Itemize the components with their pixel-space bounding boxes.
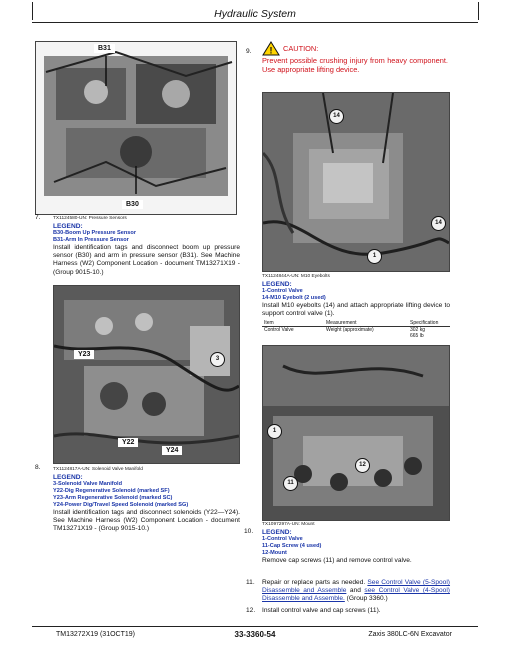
- legend-item: Y23-Arm Regenerative Solenoid (marked SC): [53, 495, 173, 501]
- header-rule: [32, 22, 478, 23]
- footer-page-number: 33-3360-54: [234, 630, 276, 639]
- step-10-block: [262, 529, 450, 565]
- label-y24: Y24: [162, 446, 182, 455]
- mount-photo: [262, 345, 450, 521]
- legend-item: 12-Mount: [262, 550, 287, 556]
- spec-header-measurement: Measurement: [326, 320, 357, 326]
- step-10-number: 10.: [244, 528, 254, 535]
- callout-14-top: 14: [329, 109, 344, 124]
- step-11-and: and: [349, 587, 361, 595]
- legend-item: B30-Boom Up Pressure Sensor: [53, 230, 136, 236]
- spec-measurement: Weight (approximate): [326, 327, 374, 333]
- legend-item: 1-Control Valve: [262, 288, 303, 294]
- legend-item: Y22-Dig Regenerative Solenoid (marked SF): [53, 488, 170, 494]
- eyebolt-instruction: Install M10 eyebolts (14) and attach appropriate lifting device to support control valve (1).: [262, 302, 450, 318]
- step-7-text: Install identification tags and disconnect boom up pressure sensor (B30) and arm in pressure sensor (B31). See Machine Harness (W2) Component Location - document TM13271X19 - (Group 9015-10.): [53, 244, 240, 276]
- footer-rule: [32, 626, 478, 627]
- label-y23: Y23: [74, 350, 94, 359]
- step-7-number: 7.: [35, 214, 41, 221]
- label-y22: Y22: [118, 438, 138, 447]
- step-11-number: 11.: [246, 579, 255, 586]
- spec-value: [408, 327, 450, 340]
- legend-title: LEGEND:: [53, 223, 83, 230]
- footer-doc-id: TM13272X19 (31OCT19): [56, 631, 135, 638]
- spec-header-item: Item: [264, 320, 274, 326]
- spec-value-kg: 302 kg: [410, 327, 426, 333]
- caution-label: CAUTION:: [283, 43, 319, 53]
- fig3-caption: TX1124844A-UN: M10 Eyebolts: [262, 274, 330, 279]
- footer-model: Zaxis 380LC-6N Excavator: [368, 631, 452, 638]
- callout-14-right: 14: [431, 216, 446, 231]
- step-12-text: Install control valve and cap screws (11).: [262, 607, 381, 614]
- legend-item: Y24-Power Dig/Travel Speed Solenoid (marked SG): [53, 502, 189, 508]
- warning-triangle-icon: [262, 41, 280, 56]
- legend-title: LEGEND:: [262, 281, 292, 288]
- caution-text: Prevent possible crushing injury from heavy component. Use appropriate lifting device.: [262, 56, 448, 75]
- svg-text:!: !: [269, 45, 273, 56]
- fig2-caption: TX1124817A-UN: Solenoid Valve Manifold: [53, 467, 143, 472]
- step-8-number: 8.: [35, 464, 41, 471]
- step-7-block: [53, 223, 240, 277]
- legend-item: B31-Arm In Pressure Sensor: [53, 237, 129, 243]
- caution-block: [262, 41, 448, 74]
- callout-1: 1: [367, 249, 382, 264]
- step-8-block: [53, 474, 240, 534]
- callout-3: 3: [210, 352, 225, 367]
- link-4-spool-disassemble[interactable]: see Control Valve (4-Spool) Disassemble and Assemble.: [262, 587, 450, 603]
- legend-item: 11-Cap Screw (4 used): [262, 543, 322, 549]
- step-8-text: Install identification tags and disconnect solenoids (Y22—Y24). See Machine Harness (W2) Component Location - document TM13271X19 - (Group 9015-10.): [53, 509, 240, 533]
- fig4-caption: TX1097297A-UN: Mount: [262, 522, 315, 527]
- pressure-sensors-photo: [35, 41, 237, 215]
- spec-header-spec: Specification: [410, 320, 439, 326]
- spec-table: [262, 320, 450, 339]
- fig1-caption: TX1124580-UN: Pressure Sensors: [53, 216, 127, 221]
- legend-title: LEGEND:: [262, 529, 292, 536]
- step-11-text: [262, 579, 450, 604]
- step-11-intro: Repair or replace parts as needed.: [262, 579, 366, 586]
- legend-item: 1-Control Valve: [262, 536, 303, 542]
- callout-11: 11: [283, 476, 298, 491]
- legend-title: LEGEND:: [53, 474, 83, 481]
- step-9-number: 9.: [246, 48, 252, 55]
- label-b31: B31: [94, 44, 115, 53]
- link-5-spool-disassemble[interactable]: See Control Valve (5-Spool) Disassemble and Assemble: [262, 579, 451, 595]
- legend-item: 3-Solenoid Valve Manifold: [53, 481, 123, 487]
- label-b30: B30: [122, 200, 143, 209]
- legend-item: 14-M10 Eyebolt (2 used): [262, 295, 326, 301]
- fig3-legend-block: [262, 281, 450, 318]
- step-11-group: (Group 3360.): [346, 595, 388, 603]
- solenoid-manifold-photo: [53, 285, 240, 464]
- step-10-text: Remove cap screws (11) and remove control valve.: [262, 557, 412, 564]
- step-12-number: 12.: [246, 607, 256, 614]
- spec-value-lb: 665 lb: [410, 333, 424, 339]
- callout-1: 1: [267, 424, 282, 439]
- spec-item: Control Valve: [264, 327, 294, 333]
- callout-12: 12: [355, 458, 370, 473]
- page-header-title: Hydraulic System: [214, 8, 296, 20]
- eyebolts-photo: [262, 92, 450, 272]
